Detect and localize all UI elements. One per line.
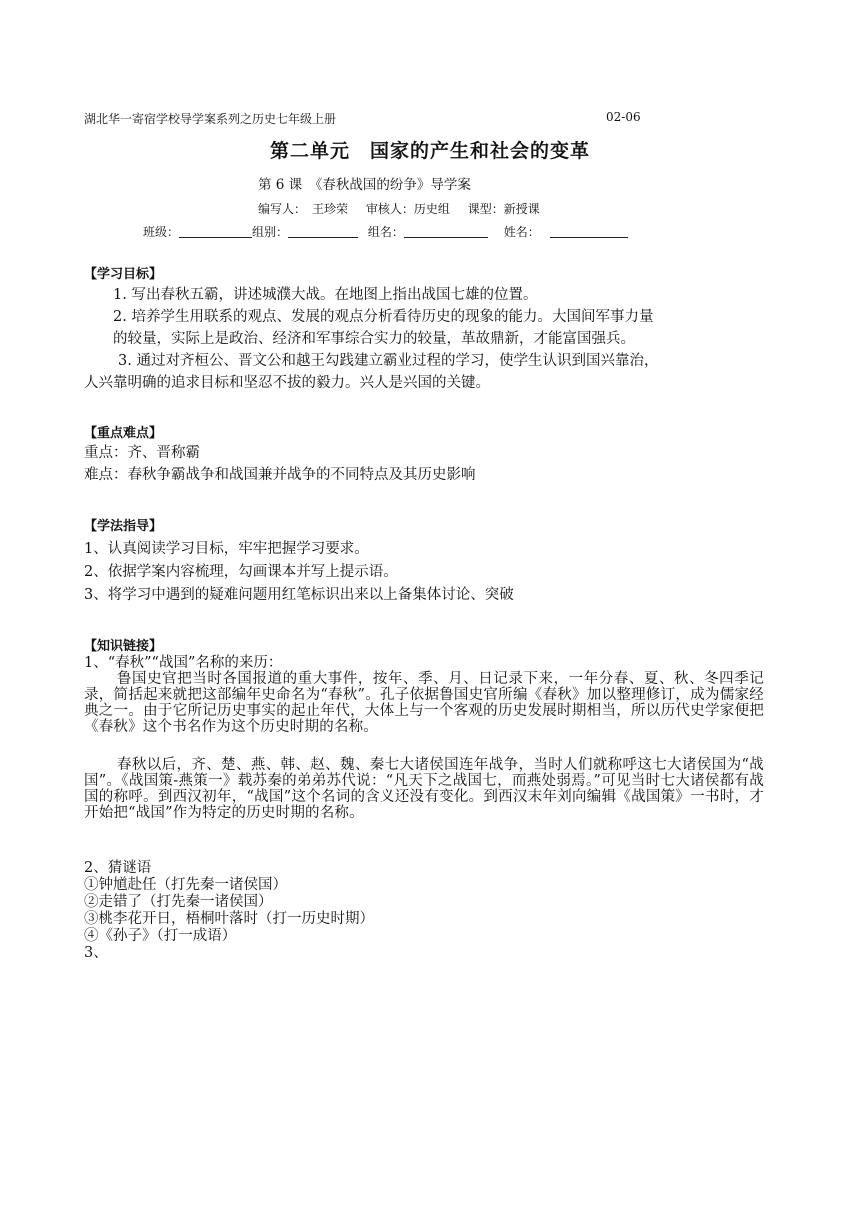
meta-reviewer: 审核人：历史组: [365, 202, 450, 216]
method-item-1: 1、认真阅读学习目标，牢牢把握学习要求。: [84, 541, 369, 557]
goal-item-1: 1. 写出春秋五霸，讲述城濮大战。在地图上指出战国七雄的位置。: [113, 287, 538, 303]
meta-author: 编写人： 王珍荣: [258, 202, 349, 216]
q2-title: 2、猜谜语: [84, 860, 152, 876]
meta-type: 课型：新授课: [467, 202, 540, 216]
method-heading: 【学法指导】: [84, 519, 163, 534]
focus-difficulty: 难点：春秋争霸战争和战国兼并战争的不同特点及其历史影响: [84, 467, 476, 483]
q3-title: 3、: [84, 945, 108, 961]
class-blank[interactable]: [179, 225, 252, 238]
focus-heading: 【重点难点】: [84, 426, 163, 441]
method-item-2: 2、依据学案内容梳理，勾画课本并写上提示语。: [84, 564, 398, 580]
header-code: 02-06: [606, 110, 641, 124]
lesson-title: 第 6 课 《春秋战国的纷争》导学案: [258, 177, 471, 193]
riddle-3: ③桃李花开日，梧桐叶落时（打一历史时期）: [84, 911, 374, 927]
method-item-3: 3、将学习中遇到的疑难问题用红笔标识出来以上备集体讨论、突破: [84, 587, 514, 603]
page-title: 第二单元 国家的产生和社会的变革: [269, 140, 590, 162]
goal-item-2-line-2: 的较量，实际上是政治、经济和军事综合实力的较量，革故鼎新，才能富国强兵。: [113, 331, 635, 347]
knowledge-paragraph-2: 春秋以后，齐、楚、燕、韩、赵、魏、秦七大诸侯国连年战争，当时人们就称呼这七大诸侯国为“战国”。《战国策-燕策一》载苏秦的弟弟苏代说：“凡天下之战国七，而燕处弱焉。”可见当时七大诸侯都有战国的称呼。到西汉初年，“战国”这个名词的含义还没有变化。到西汉末年刘向编辑《战国策》一书时，才开始把“战国”作为特定的历史时期的名称。: [84, 757, 764, 821]
riddle-2: ②走错了（打先秦一诸侯国）: [84, 894, 273, 910]
groupname-label: 组名：: [367, 225, 404, 239]
group-label: 组别：: [252, 225, 289, 239]
fill-in-line: [143, 223, 628, 240]
riddle-1: ①钟馗赴任（打先秦一诸侯国）: [84, 877, 287, 893]
goal-item-3-line-1: 3. 通过对齐桓公、晋文公和越王勾践建立霸业过程的学习，使学生认识到国兴靠治，: [118, 353, 659, 369]
meta-line: [258, 200, 554, 217]
q1-title: 1、“春秋”“战国”名称的来历：: [84, 655, 283, 671]
goal-item-3-line-2: 人兴靠明确的追求目标和坚忍不拔的毅力。兴人是兴国的关键。: [84, 375, 490, 391]
riddle-4: ④《孙子》（打一成语）: [84, 928, 237, 944]
knowledge-heading: 【知识链接】: [84, 639, 163, 654]
goals-heading: 【学习目标】: [84, 267, 163, 282]
name-blank[interactable]: [550, 225, 628, 238]
name-label: 姓名：: [503, 225, 540, 239]
groupname-blank[interactable]: [404, 225, 488, 238]
group-blank[interactable]: [288, 225, 358, 238]
focus-key: 重点：齐、晋称霸: [84, 445, 200, 461]
class-label: 班级：: [143, 225, 180, 239]
goal-item-2-line-1: 2. 培养学生用联系的观点、发展的观点分析看待历史的现象的能力。大国间军事力量: [113, 309, 654, 325]
knowledge-paragraph-1: 鲁国史官把当时各国报道的重大事件，按年、季、月、日记录下来，一年分春、夏、秋、冬四季记录，简括起来就把这部编年史命名为“春秋”。孔子依据鲁国史官所编《春秋》加以整理修订，成为儒家经典之一。由于它所记历史事实的起止年代，大体上与一个客观的历史发展时期相当，所以历代史学家便把《春秋》这个书名作为这个历史时期的名称。: [84, 671, 764, 735]
header-series: 湖北华一寄宿学校导学案系列之历史七年级上册: [84, 112, 337, 126]
